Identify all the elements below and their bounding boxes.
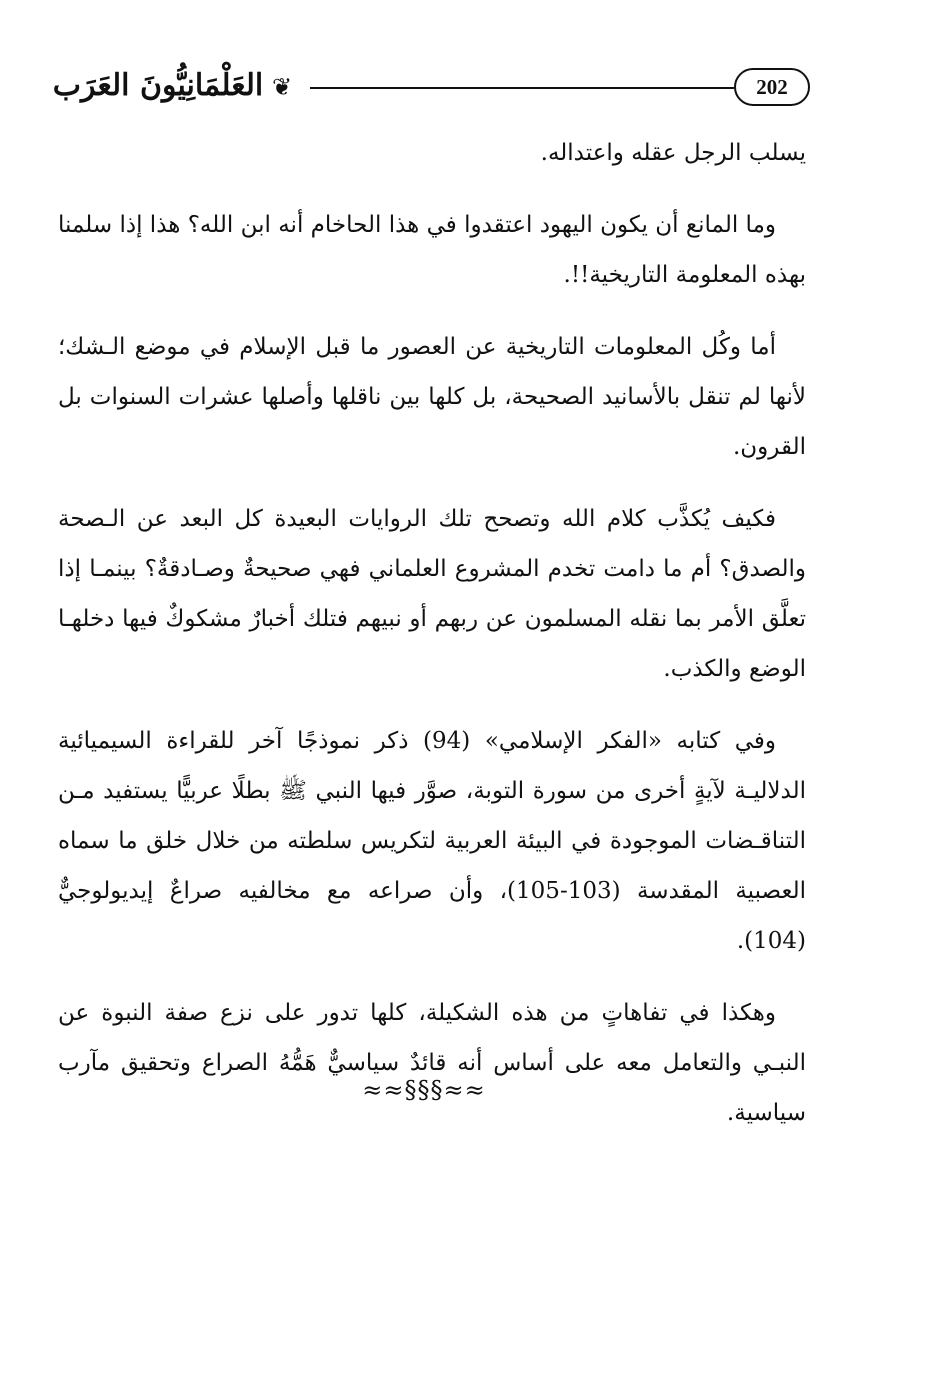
paragraph-6: وهكذا في تفاهاتٍ من هذه الشكيلة، كلها تدور على نزع صفة النبوة عن النبـي والتعامل معه على أساس أنه قائدٌ سياسيٌّ هَمُّهُ الصراع وتحقيق مآرب سياسية.	[58, 1000, 806, 1126]
paragraph-5: وفي كتابه «الفكر الإسلامي» (94) ذكر نموذجًا آخر للقراءة السيميائية الدلاليـة لآيةٍ أخرى من سورة التوبة، صوَّر فيها النبي ﷺ بطلًا عربيًّا يستفيد مـن التناقـضات الموجودة في البيئة العربية لتكريس سلطته من خلال خلق ما سماه العصبية المقدسة (103-105)، وأن صراعه مع مخالفيه صراعٌ إيديولوجيٌّ (104).	[58, 728, 806, 954]
paragraph-2: وما المانع أن يكون اليهود اعتقدوا في هذا الحاخام أنه ابن الله؟ هذا إذا سلمنا بهذه المعلومة التاريخية!!.	[58, 212, 806, 288]
section-end-ornament-icon: ≈≈§§§≈≈	[362, 1076, 486, 1104]
header-rule	[310, 87, 734, 89]
paragraph-3: أما وكُل المعلومات التاريخية عن العصور ما قبل الإسلام في موضع الـشك؛ لأنها لم تنقل بالأسانيد الصحيحة، بل كلها بين ناقلها وأصلها عشرات السنوات بل القرون.	[58, 334, 806, 460]
paragraph-1: يسلب الرجل عقله واعتداله.	[540, 140, 806, 166]
page-number: 202	[734, 68, 810, 106]
book-title: العَلْمَانِيُّونَ العَرَب	[52, 68, 264, 103]
page-body	[58, 128, 806, 1138]
paragraph-4: فكيف يُكذَّب كلام الله وتصحح تلك الروايات البعيدة كل البعد عن الـصحة والصدق؟ أم ما دامت تخدم المشروع العلماني فهي صحيحةٌ وصـادقةٌ؟ بينمـا إذا تعلَّق الأمر بما نقله المسلمون عن ربهم أو نبيهم فتلك أخبارٌ مشكوكٌ فيها دخلهـا الوضع والكذب.	[58, 506, 806, 682]
floral-ornament-icon: ❦	[272, 73, 293, 101]
page-header	[40, 62, 810, 112]
